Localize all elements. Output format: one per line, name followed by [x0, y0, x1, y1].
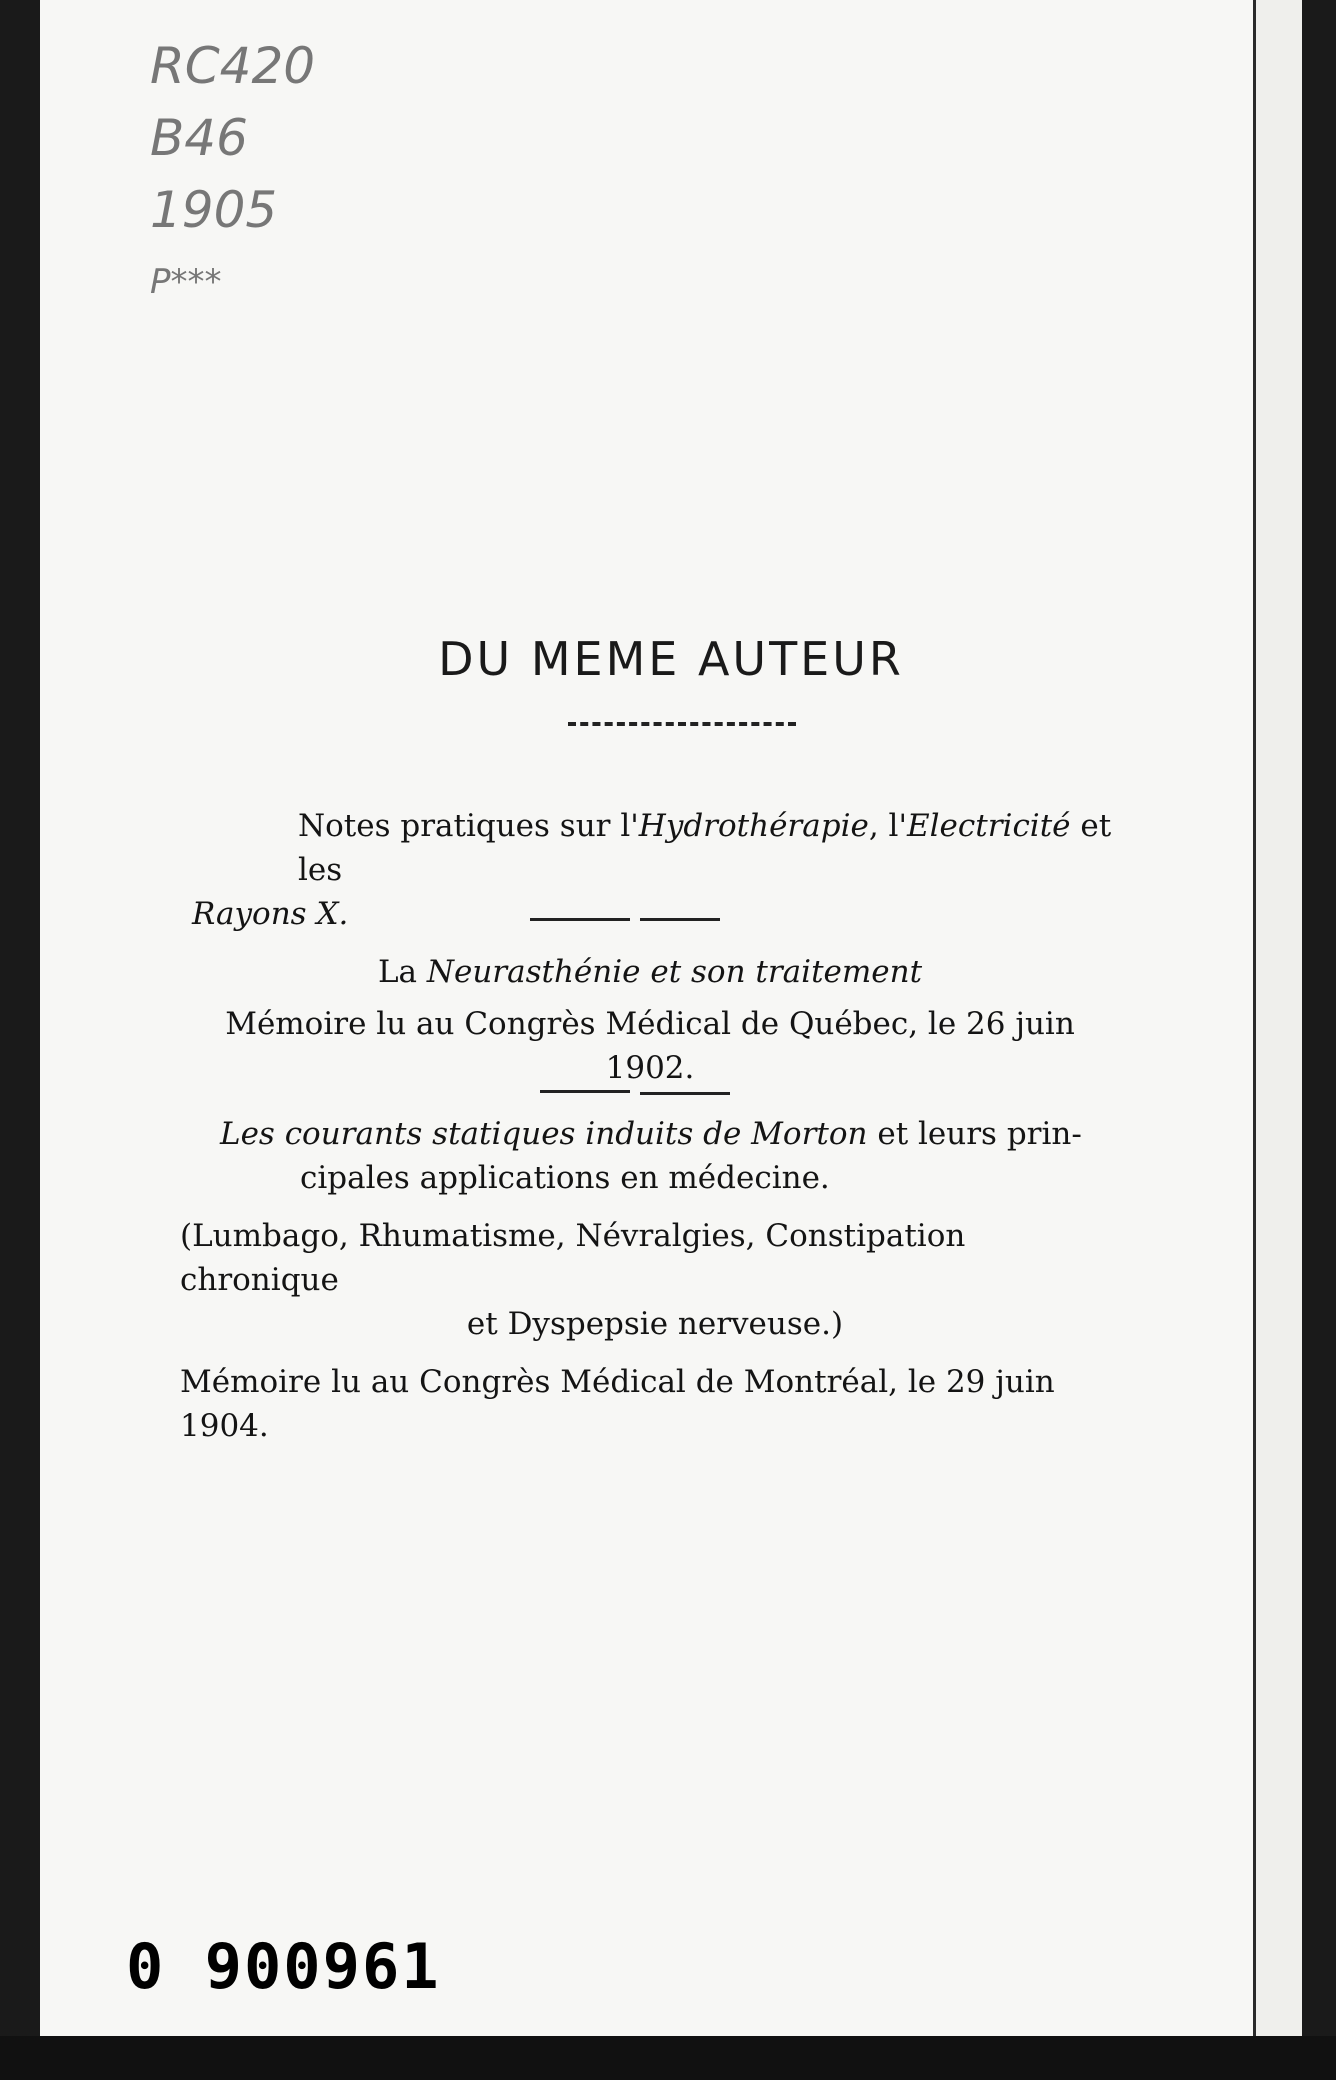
entry-text: La — [377, 954, 427, 990]
call-number-line: P*** — [150, 262, 222, 302]
call-number-line: B46 — [150, 109, 248, 167]
separator-line — [540, 1090, 630, 1093]
entry-line: Mémoire lu au Congrès Médical de Montréal, le 29 juin 1904. — [180, 1364, 1055, 1444]
entry-line: (Lumbago, Rhumatisme, Névralgies, Constipation chronique — [180, 1218, 966, 1298]
entry-italic: Les courants statiques induits de Morton — [220, 1116, 868, 1152]
entry-line: cipales applications en médecine. — [300, 1160, 830, 1196]
scan-border — [0, 2036, 1336, 2080]
page-sheet — [40, 0, 1302, 2040]
handwritten-call-number — [150, 30, 315, 318]
entry-line: Mémoire lu au Congrès Médical de Québec, le 26 juin 1902. — [225, 1006, 1075, 1086]
separator-line — [640, 1092, 730, 1095]
separator-line — [530, 918, 630, 921]
entry-italic: Hydrothérapie — [638, 808, 869, 844]
entry-text: , l' — [868, 808, 907, 844]
entry-italic: Neurasthénie et son traitement — [426, 954, 923, 990]
entry-text: Notes pratiques sur l' — [298, 808, 639, 844]
section-heading: DU MEME AUTEUR — [438, 632, 904, 686]
ornament-divider — [568, 722, 796, 734]
entry-line: et Dyspepsie nerveuse.) — [466, 1306, 844, 1342]
entry-italic: Electricité — [907, 808, 1071, 844]
binding-edge — [1253, 0, 1302, 2040]
separator-line — [640, 918, 720, 921]
entry-line — [180, 1112, 1130, 1156]
entry-neurasthenie — [180, 950, 1120, 1090]
entry-text: et leurs prin- — [867, 1116, 1082, 1152]
entry-line — [180, 950, 1120, 994]
call-number-line: 1905 — [150, 181, 278, 239]
entry-courants-statiques — [180, 1112, 1130, 1448]
call-number-line: RC420 — [150, 37, 316, 95]
entry-hydrotherapie — [192, 804, 1127, 936]
entry-italic: Rayons X. — [192, 896, 349, 932]
entry-text: et les — [298, 808, 1112, 888]
entry-line — [192, 892, 1127, 936]
barcode-number: 0 900961 — [126, 1930, 441, 2003]
entry-line — [192, 804, 1127, 892]
